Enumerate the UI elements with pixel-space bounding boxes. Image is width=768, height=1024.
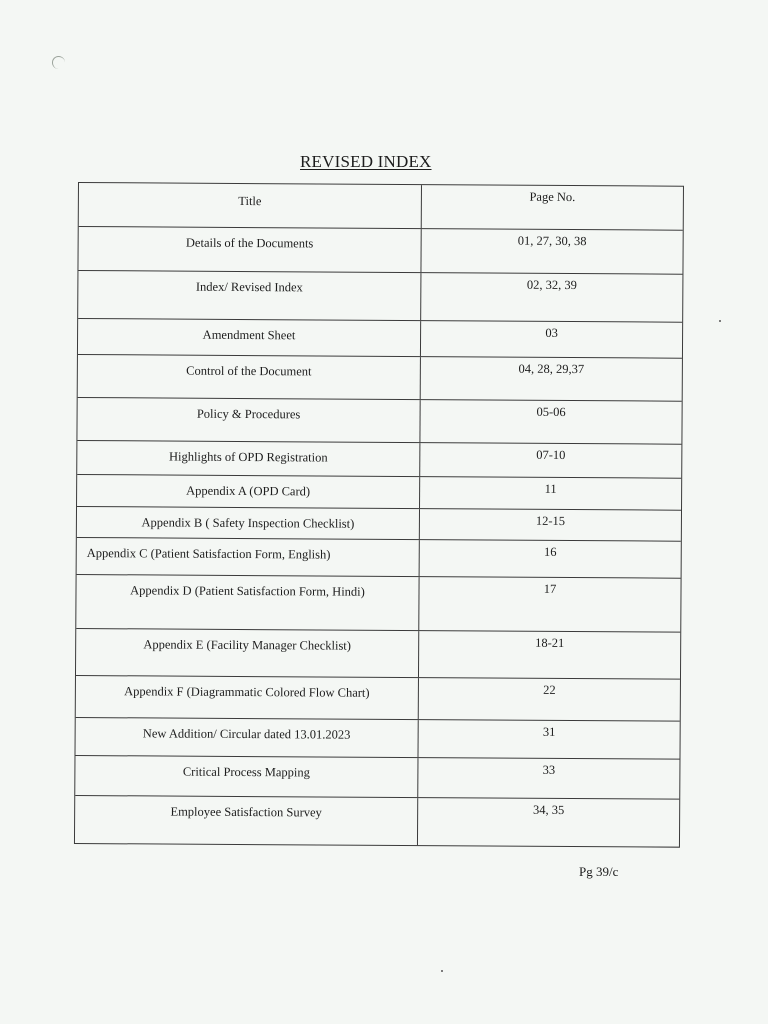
table-header-row: [79, 183, 683, 231]
row-title: Appendix E (Facility Manager Checklist): [76, 629, 419, 677]
row-title: Highlights of OPD Registration: [77, 441, 420, 476]
table-row: [75, 718, 679, 760]
punch-hole-mark: [52, 56, 65, 69]
row-page: 07-10: [536, 447, 566, 462]
row-title: Index/ Revised Index: [78, 271, 421, 320]
row-page: 22: [543, 682, 556, 697]
table-row: [78, 271, 682, 323]
row-title: Appendix A (OPD Card): [77, 475, 420, 508]
row-page: 34, 35: [533, 802, 565, 817]
table-row: [76, 676, 680, 722]
row-title: Appendix D (Patient Satisfaction Form, Hindi): [76, 575, 419, 630]
table-row: [75, 796, 679, 847]
table-row: [75, 756, 679, 800]
page-number-footer: Pg 39/c: [579, 864, 619, 879]
scan-speck: [441, 970, 443, 972]
table-row: [77, 538, 681, 579]
row-page: 05-06: [536, 404, 566, 419]
row-page: 17: [543, 581, 557, 596]
row-title: Critical Process Mapping: [75, 756, 418, 797]
row-page: 02, 32, 39: [526, 277, 577, 293]
table-row: [77, 507, 681, 542]
row-page: 04, 28, 29,37: [518, 361, 585, 377]
row-page: 31: [542, 724, 556, 739]
row-title: Control of the Document: [78, 355, 421, 399]
row-title: Appendix B ( Safety Inspection Checklist): [77, 507, 420, 539]
table-row: [78, 355, 682, 402]
header-title: Title: [79, 183, 422, 228]
row-title: Employee Satisfaction Survey: [75, 796, 418, 845]
table-row: [76, 575, 680, 633]
row-title: New Addition/ Circular dated 13.01.2023: [75, 718, 418, 757]
table-row: [78, 227, 682, 275]
row-page: 16: [543, 544, 557, 559]
header-page-no: Page No.: [529, 189, 576, 205]
row-title: Amendment Sheet: [78, 319, 421, 356]
row-page: 03: [545, 325, 558, 340]
row-title: Appendix F (Diagrammatic Colored Flow Chart): [76, 676, 419, 719]
table-row: [76, 629, 680, 680]
scan-speck: [719, 320, 721, 322]
page-title: REVISED INDEX: [300, 152, 432, 171]
row-page: 18-21: [535, 635, 565, 650]
row-page: 33: [542, 762, 556, 777]
row-page: 11: [544, 481, 557, 496]
table-row: [77, 441, 681, 479]
table-row: [77, 398, 681, 445]
row-title: Appendix C (Patient Satisfaction Form, English): [77, 538, 420, 576]
row-page: 12-15: [535, 513, 566, 528]
table-row: [78, 319, 682, 359]
row-page: 01, 27, 30, 38: [517, 233, 587, 249]
row-title: Details of the Documents: [78, 227, 421, 272]
table-row: [77, 475, 681, 511]
row-title: Policy & Procedures: [77, 398, 420, 442]
index-table: [74, 182, 684, 848]
